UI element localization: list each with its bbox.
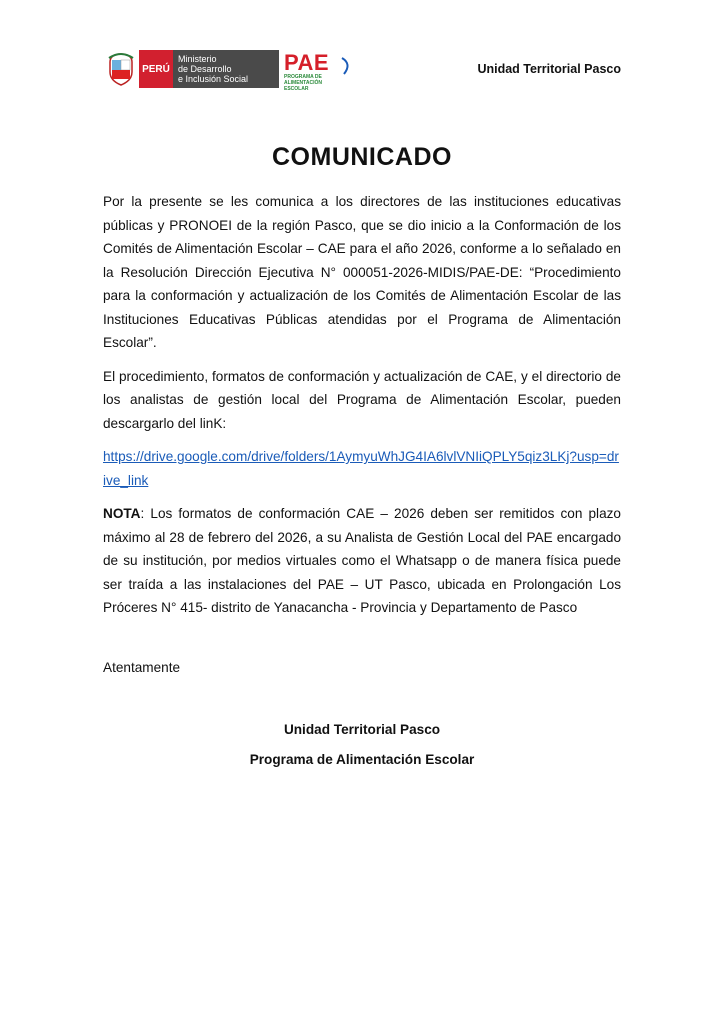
- paragraph-procedure: El procedimiento, formatos de conformación y actualización de CAE, y el directorio de los analistas de gestión local del Programa de Alimentación Escolar, pueden descargarlo del linK:: [103, 368, 621, 431]
- pae-swoosh-icon: [340, 56, 352, 76]
- signature-unit: Unidad Territorial Pasco: [283, 722, 441, 737]
- note-text: : Los formatos de conformación CAE – 2026 deben ser remitidos con plazo máximo al 28 de febrero del 2026, a su Analista de Gestión Local del PAE encargado de su institución, por medios virtuales como el Whatsapp o de manera física puede ser traída a las instalaciones del PAE – UT Pasco, ubicada en Prolongación Los Próceres N° 415- distrito de Yanacancha - Provincia y Departamento de Pasco: [103, 506, 621, 615]
- pae-title: PAE: [284, 50, 330, 75]
- document-body: [103, 190, 621, 630]
- ministry-name: Ministerio de Desarrollo e Inclusión Social: [173, 50, 279, 88]
- pae-subtitle: PROGRAMA DE ALIMENTACIÓN ESCOLAR: [284, 74, 322, 92]
- peru-coat-of-arms-icon: [106, 52, 136, 86]
- ministry-logo: [139, 50, 279, 88]
- drive-link[interactable]: https://drive.google.com/drive/folders/1AymyuWhJG4IA6lvlVNIiQPLY5qiz3LKj?usp=drive_link: [103, 449, 619, 488]
- peru-label: PERÚ: [139, 50, 173, 88]
- page-title: COMUNICADO: [272, 143, 452, 171]
- note-label: NOTA: [103, 506, 141, 521]
- paragraph-intro: Por la presente se les comunica a los directores de las instituciones educativas públicas y PRONOEI de la región Pasco, que se dio inicio a la Conformación de los Comités de Alimentación Escolar – CAE para el año 2026, conforme a lo señalado en la Resolución Dirección Ejecutiva N° 000051-2026-MIDIS/PAE-DE: “Procedimiento para la conformación y actualización de los Comités de Alimentación Escolar de las Instituciones Educativas Públicas atendidas por el Programa de Alimentación Escolar”.: [103, 194, 621, 350]
- document-header: [0, 0, 724, 110]
- paragraph-note: [103, 502, 621, 620]
- closing-text: Atentamente: [103, 660, 181, 675]
- signature-program: Programa de Alimentación Escolar: [249, 752, 475, 767]
- pae-logo: [284, 50, 352, 92]
- unit-header-label: Unidad Territorial Pasco: [477, 62, 621, 76]
